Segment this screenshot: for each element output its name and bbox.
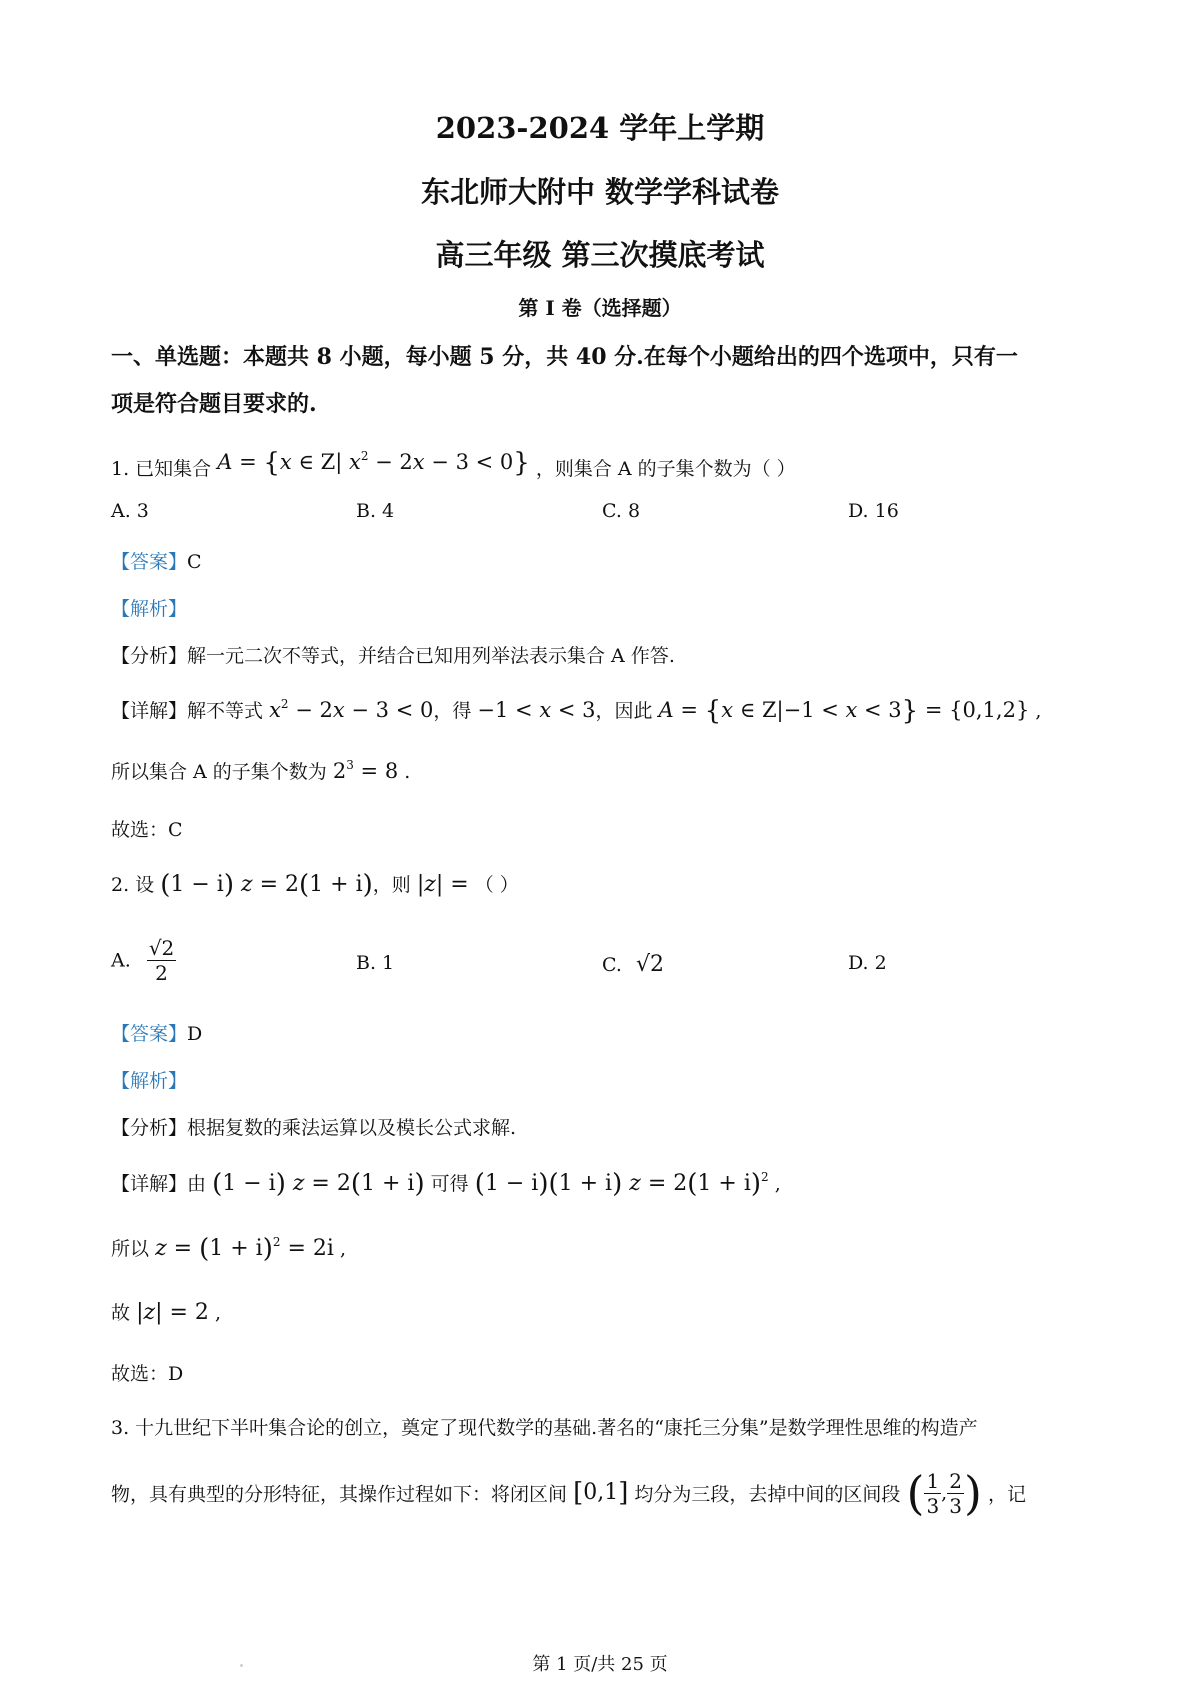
set-result-formula: A = {x ∈ Z|−1 < x < 3} = {0,1,2}	[658, 696, 1030, 726]
exam-school-subject: 东北师大附中 数学学科试卷	[420, 175, 780, 209]
subset-count-formula: $2^3 = 8$	[332, 758, 399, 783]
question-2-option-c	[602, 952, 664, 977]
inequality-formula: $x^2 - 2x - 3 < 0$	[269, 697, 434, 722]
question-1-option-b: B. 4	[356, 500, 395, 522]
derived-equation: (1 − i)(1 + i) $z = 2(1 + i)^2$	[474, 1169, 769, 1199]
gu-text: 故	[111, 1302, 131, 1324]
question-3-line1: 3. 十九世纪下半叶集合论的创立，奠定了现代数学的基础.著名的“康托三分集”是数学理性思维的构造产	[111, 1417, 978, 1439]
option-c-label: C.	[602, 954, 622, 976]
xiangjie-tag: 【详解】	[111, 1173, 188, 1195]
question-2	[111, 870, 519, 900]
question-1-prefix: 1. 已知集合	[111, 458, 212, 480]
fenxi-text: 根据复数的乘法运算以及模长公式求解.	[187, 1117, 517, 1139]
question-1-analysis-tag: 【解析】	[111, 598, 188, 620]
question-2-mid: ，则	[372, 874, 411, 896]
question-1-suffix: ，则集合 A 的子集个数为（ ）	[535, 458, 796, 480]
option-a-label: A.	[111, 949, 131, 972]
closed-interval: [0,1]	[573, 1478, 629, 1508]
fenxi-tag: 【分析】	[111, 1117, 188, 1139]
question-1-fenxi	[111, 641, 675, 668]
question-1-choice: 故选：C	[111, 819, 183, 841]
question-2-gu-line: 故 |z| = 2 ,	[111, 1300, 222, 1325]
given-equation: (1 − i) z = 2(1 + i)	[212, 1169, 425, 1199]
question-1-subset-count: 所以集合 A 的子集个数为 $2^3 = 8$ .	[111, 758, 411, 783]
xiangjie-text: ，得	[433, 700, 472, 722]
answer-value: D	[187, 1023, 203, 1045]
fenxi-text: 解一元二次不等式，并结合已知用列举法表示集合 A 作答.	[187, 645, 675, 667]
question-2-equation: (1 − i) z = 2(1 + i)	[160, 870, 373, 900]
question-1-option-c: C. 8	[602, 500, 641, 522]
question-2-so-line: 所以 $z = (1 + i)^2 = 2i$ ,	[111, 1234, 347, 1264]
question-2-suffix: （ ）	[474, 874, 519, 896]
subset-count-text: 所以集合 A 的子集个数为	[111, 761, 327, 783]
question-2-option-d: D. 2	[848, 952, 887, 974]
so-text: 所以	[111, 1238, 150, 1260]
exam-term: 2023-2024 学年上学期	[435, 111, 765, 145]
question-2-choice: 故选：D	[111, 1363, 184, 1385]
fenxi-tag: 【分析】	[111, 645, 188, 667]
question-2-answer	[111, 1019, 202, 1046]
z-value-formula: $z = (1 + i)^2 = 2i$	[155, 1234, 334, 1264]
question-1-option-d: D. 16	[848, 500, 899, 522]
question-3-line2	[111, 1466, 1026, 1532]
xiangjie-text: 由	[187, 1173, 207, 1195]
question-1-xiangjie: 【详解】解不等式 $x^2 - 2x - 3 < 0$，得 −1 < x < 3，因此 A = {x ∈ Z|−1 < x < 3} = {0,1,2} ,	[111, 696, 1042, 726]
question-2-xiangjie: 【详解】由 (1 − i) z = 2(1 + i) 可得 (1 − i)(1 + i) $z = 2(1 + i)^2$ ,	[111, 1169, 781, 1199]
answer-tag: 【答案】	[111, 551, 188, 573]
question-1	[111, 448, 796, 481]
question-1-answer	[111, 547, 202, 574]
question-2-option-a	[111, 936, 176, 996]
question-3-text: 物，具有典型的分形特征，其操作过程如下：将闭区间	[111, 1483, 568, 1506]
answer-tag: 【答案】	[111, 1023, 188, 1045]
section-heading-line2: 项是符合题目要求的.	[111, 391, 317, 417]
page-number: 第 1 页/共 25 页	[532, 1654, 668, 1675]
question-1-option-a: A. 3	[111, 500, 149, 522]
xiangjie-text: 解不等式	[187, 700, 264, 722]
volume-title: 第 I 卷（选择题）	[518, 296, 682, 320]
question-2-fenxi	[111, 1113, 516, 1140]
section-heading-line1: 一、单选题：本题共 8 小题，每小题 5 分，共 40 分.在每个小题给出的四个选项中，只有一	[111, 344, 1018, 370]
option-c-value: √2	[635, 952, 664, 977]
xiangjie-text: 可得	[430, 1173, 469, 1195]
modulus-result: |z| = 2	[136, 1300, 209, 1325]
xiangjie-text: ，因此	[595, 700, 653, 722]
xiangjie-tag: 【详解】	[111, 700, 188, 722]
question-3-text: ，记	[987, 1483, 1026, 1506]
removed-interval: ( $\frac{1}{3}$ , $\frac{2}{3}$ )	[906, 1466, 982, 1520]
exam-grade-round: 高三年级 第三次摸底考试	[435, 238, 765, 272]
question-2-option-b: B. 1	[356, 952, 395, 974]
option-a-value: $\frac{√2}{2}$	[148, 936, 175, 985]
question-3-text: 均分为三段，去掉中间的区间段	[634, 1483, 901, 1506]
question-2-analysis-tag: 【解析】	[111, 1070, 188, 1092]
range-formula: −1 < x < 3	[477, 698, 596, 722]
question-2-prefix: 2. 设	[111, 874, 155, 896]
modulus-formula: |z| =	[416, 872, 469, 897]
question-1-set-formula: A = {x ∈ Z| $x^2 - 2x - 3 < 0$}	[217, 448, 530, 478]
answer-value: C	[187, 551, 202, 573]
